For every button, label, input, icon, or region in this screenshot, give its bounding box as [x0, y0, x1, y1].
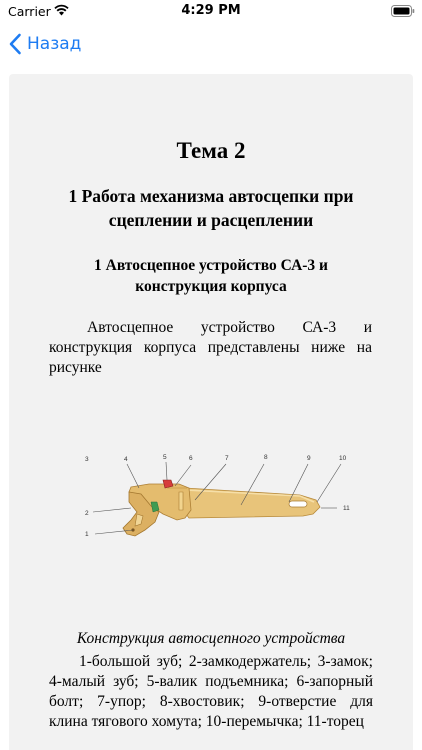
subsection-title: 1 Автосцепное устройство СА-3 и конструкция корпуса: [94, 257, 328, 295]
figure-label: 10: [339, 455, 347, 462]
figure-label: 5: [163, 454, 167, 461]
coupler-body-illustration: [123, 480, 320, 536]
figure-label: 4: [124, 456, 128, 463]
figure-label: 8: [264, 454, 268, 461]
coupler-figure: [67, 452, 357, 556]
battery-icon: [391, 5, 415, 17]
intro-paragraph: Автосцепное устройство СА-3 и конструкция корпуса представлены ниже на рисунке: [49, 319, 372, 376]
chevron-left-icon: [8, 33, 22, 55]
section-title: 1 Работа механизма автосцепки при сцеплении и расцеплении: [68, 186, 354, 230]
figure-label: 11: [343, 505, 350, 512]
navigation-bar: [0, 22, 422, 66]
back-label: Назад: [27, 34, 82, 54]
figure-caption: Конструкция автосцепного устройства: [76, 630, 346, 647]
figure-label: 2: [85, 510, 89, 517]
figure-label: 6: [189, 455, 193, 462]
back-button[interactable]: [8, 30, 81, 58]
topic-title: Тема 2: [176, 138, 246, 163]
legend-paragraph: 1-большой зуб; 2-замкодержатель; 3-замок; 4-малый зуб; 5-валик подъемника; 6-запорный болт; 7-упор; 8-хвостовик; 9-отверстие для клина тягового хомута; 10-перемычка; 11-торец: [49, 653, 373, 730]
figure-label: 9: [307, 455, 311, 462]
carrier-label: Carrier: [8, 4, 51, 19]
figure-label: 1: [85, 531, 89, 538]
figure-label: 3: [85, 456, 89, 463]
figure-label: 7: [225, 455, 229, 462]
document-view[interactable]: [9, 74, 413, 750]
clock: 4:29 PM: [181, 3, 241, 18]
status-bar: [0, 0, 422, 22]
